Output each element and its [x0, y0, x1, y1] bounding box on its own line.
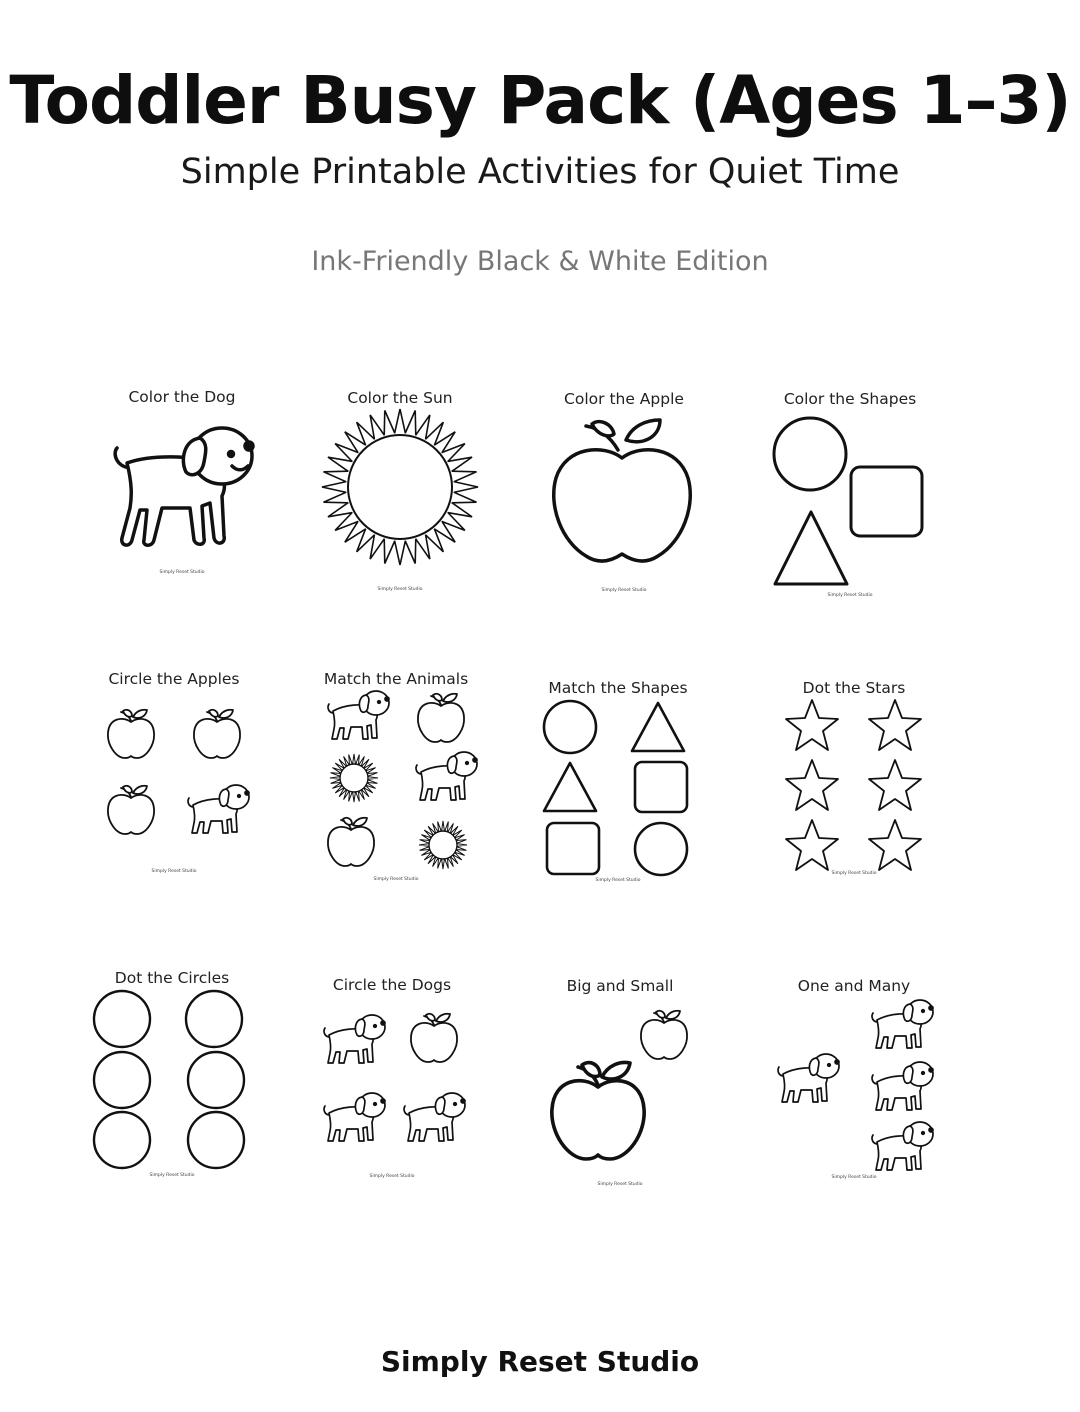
worksheet-match-the-shapes[interactable]: [508, 679, 728, 939]
worksheet-credit: Simply Reset Studio: [377, 587, 423, 592]
worksheet-credit: Simply Reset Studio: [601, 588, 647, 593]
sun-icon: [419, 821, 467, 869]
worksheet-credit: Simply Reset Studio: [595, 878, 641, 883]
apple-icon: [514, 390, 734, 600]
dog-icon: [324, 1015, 385, 1063]
worksheet-label: Dot the Circles: [114, 969, 230, 987]
star-icon: [786, 700, 838, 750]
worksheet-one-and-many[interactable]: [744, 977, 964, 1237]
dog-icon: [872, 1122, 933, 1170]
worksheet-label: Match the Animals: [323, 670, 469, 688]
apple-icon: [108, 786, 154, 834]
circle-icon: [94, 1052, 150, 1108]
star-icon: [869, 700, 921, 750]
circle-icon: [188, 1052, 244, 1108]
page-title: Toddler Busy Pack (Ages 1–3): [9, 62, 1071, 139]
triangle-icon: [632, 703, 684, 751]
sun-icon: [290, 389, 510, 599]
worksheet-label: Color the Sun: [347, 389, 453, 407]
triangle-icon: [775, 512, 847, 584]
worksheet-circle-the-apples[interactable]: [64, 670, 284, 930]
dog-icon: [72, 388, 292, 588]
circle-icon: [186, 991, 242, 1047]
shapes-icons: [740, 390, 960, 605]
worksheet-circle-the-dogs[interactable]: [282, 976, 502, 1236]
dog-icon: [778, 1054, 839, 1102]
circle-icon: [774, 418, 846, 490]
worksheet-big-and-small[interactable]: [510, 977, 730, 1237]
square-icon: [547, 823, 599, 874]
square-icon: [851, 467, 922, 536]
page-subtitle: Simple Printable Activities for Quiet Time: [180, 152, 900, 192]
apple-icon: [552, 1063, 644, 1159]
square-icon: [635, 762, 687, 812]
dog-icon: [872, 1000, 933, 1048]
worksheet-credit: Simply Reset Studio: [159, 570, 205, 575]
worksheet-color-the-dog[interactable]: [72, 388, 292, 648]
worksheet-label: Color the Apple: [564, 390, 684, 408]
apple-icon: [641, 1011, 687, 1059]
worksheet-label: Match the Shapes: [548, 679, 688, 697]
worksheet-color-the-shapes[interactable]: [740, 390, 960, 650]
worksheet-credit: Simply Reset Studio: [151, 869, 197, 874]
worksheet-label: Color the Dog: [128, 388, 236, 406]
worksheet-credit: Simply Reset Studio: [597, 1182, 643, 1187]
worksheet-label: Color the Shapes: [783, 390, 917, 408]
star-icon: [786, 820, 838, 870]
circle-icon: [94, 1112, 150, 1168]
worksheet-label: One and Many: [797, 977, 911, 995]
triangle-icon: [544, 763, 596, 811]
worksheet-color-the-sun[interactable]: [290, 389, 510, 649]
worksheet-label: Circle the Dogs: [332, 976, 452, 994]
apple-icon: [328, 818, 374, 866]
worksheet-match-the-animals[interactable]: [286, 670, 506, 930]
worksheet-credit: Simply Reset Studio: [369, 1174, 415, 1179]
worksheet-credit: Simply Reset Studio: [827, 593, 873, 598]
worksheet-dot-the-stars[interactable]: [744, 679, 964, 939]
worksheet-dot-the-circles[interactable]: [62, 969, 282, 1229]
dog-icon: [404, 1093, 465, 1141]
dog-icon: [872, 1062, 933, 1110]
apple-icon: [108, 710, 154, 758]
worksheet-color-the-apple[interactable]: [514, 390, 734, 650]
dog-icon: [188, 785, 249, 833]
worksheet-credit: Simply Reset Studio: [831, 1175, 877, 1180]
worksheet-credit: Simply Reset Studio: [149, 1173, 195, 1178]
dog-icon: [324, 1093, 385, 1141]
circle-icon: [544, 701, 596, 753]
worksheet-credit: Simply Reset Studio: [373, 877, 419, 882]
edition-note: Ink-Friendly Black & White Edition: [311, 246, 769, 277]
sun-icon: [330, 754, 378, 802]
star-icon: [786, 760, 838, 810]
star-icon: [869, 760, 921, 810]
dog-icon: [416, 752, 477, 800]
circle-icon: [94, 991, 150, 1047]
worksheet-label: Big and Small: [566, 977, 674, 995]
star-icon: [869, 820, 921, 870]
apple-icon: [411, 1014, 457, 1062]
circle-icon: [635, 823, 687, 875]
footer-brand: Simply Reset Studio: [380, 1345, 700, 1378]
worksheet-label: Dot the Stars: [802, 679, 906, 697]
circle-icon: [188, 1112, 244, 1168]
apple-icon: [418, 694, 464, 742]
worksheet-label: Circle the Apples: [108, 670, 240, 688]
worksheet-credit: Simply Reset Studio: [831, 871, 877, 876]
apple-icon: [194, 710, 240, 758]
dog-icon: [328, 691, 389, 739]
